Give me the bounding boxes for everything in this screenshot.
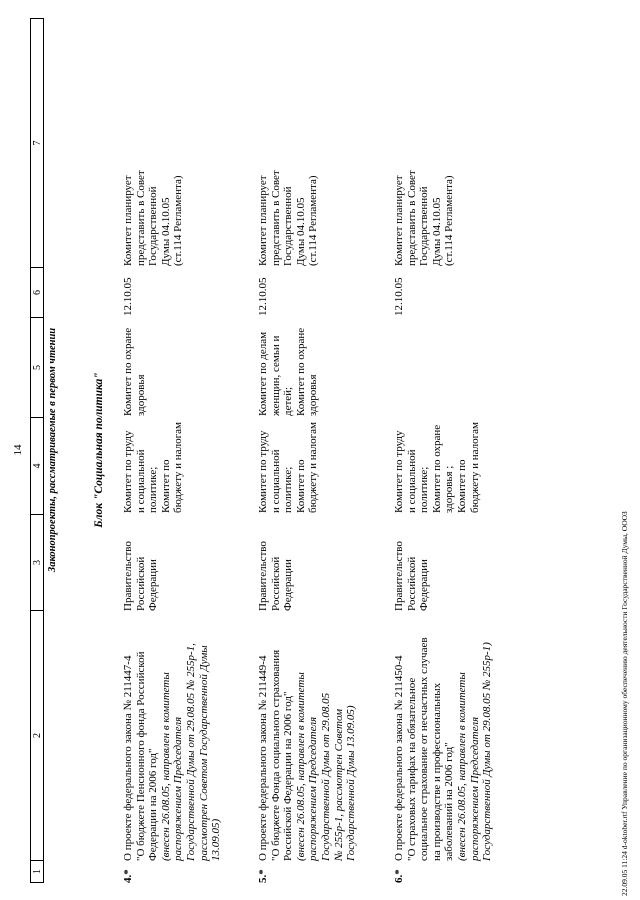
text-line: здоровья ; [443, 465, 456, 513]
consideration-date: 12.10.05 [393, 277, 405, 316]
text-line: женщин, семьи и [269, 335, 282, 416]
row-number: 5.* [257, 869, 269, 883]
text-line: Российской [269, 556, 282, 611]
bill-title [257, 613, 358, 861]
row-number: 6.* [393, 869, 405, 883]
text-line: на производстве и профессиональных [430, 682, 443, 861]
text-line: социальное страхование от несчастных случаев [418, 637, 431, 861]
text-line: распоряжением Председателя [172, 716, 185, 861]
text-line: Федерации [147, 559, 160, 611]
text-line: Комитет по [294, 459, 307, 513]
text-line: бюджету и налогам [172, 422, 185, 513]
column-header-table [30, 18, 44, 883]
plan-note [122, 136, 185, 266]
text-line: и социальной [134, 449, 147, 513]
page-number: 14 [12, 444, 24, 456]
plan-note [393, 136, 456, 266]
text-line: представить в Совет [269, 170, 282, 266]
text-line: Федерации [282, 559, 295, 611]
bill-title [393, 613, 494, 861]
text-line: здоровья [307, 374, 320, 416]
column-number: 5 [31, 318, 44, 418]
text-line: "О бюджете Фонда социального страхования [269, 649, 282, 861]
block-title: Блок "Социальная политика" [93, 372, 105, 528]
text-line: (внесен 26.08.05, направлен в комитеты [159, 672, 172, 861]
text-line: Государственной [147, 186, 160, 266]
text-line: Государственной [418, 186, 431, 266]
text-line: Правительство [393, 541, 405, 611]
initiator [122, 519, 160, 611]
text-line: Комитет планирует [257, 175, 269, 266]
text-line: распоряжением Председателя [307, 716, 320, 861]
text-line: Комитет по труду [393, 430, 405, 513]
initiator [257, 519, 295, 611]
text-line: Государственной Думы от 29.08.05 № 255р-1) [481, 642, 494, 861]
co-committees [122, 320, 147, 416]
column-number: 4 [31, 418, 44, 515]
text-line: Комитет планирует [393, 175, 405, 266]
text-line: здоровья [134, 374, 147, 416]
text-line: представить в Совет [134, 170, 147, 266]
column-number: 1 [31, 861, 44, 883]
text-line: Государственной Думы от 29.08.05 [319, 692, 332, 861]
text-line: Российской [134, 556, 147, 611]
text-line: Государственной [282, 186, 295, 266]
column-number: 3 [31, 515, 44, 611]
column-number: 2 [31, 611, 44, 861]
plan-note [257, 136, 320, 266]
text-line: Комитет по охране [430, 424, 443, 513]
text-line: политике; [282, 466, 295, 513]
text-line: О проекте федерального закона № 211449-4 [257, 655, 269, 861]
text-line: Федерации на 2006 год" [147, 748, 160, 861]
text-line: Государственной Думы от 29.08.05 № 255р-1, [184, 643, 197, 861]
text-line: распоряжением Председателя [468, 716, 481, 861]
text-line: Правительство [257, 541, 269, 611]
text-line: (ст.114 Регламента) [172, 175, 185, 266]
text-line: Думы 04.10.05 [430, 197, 443, 266]
text-line: детей; [282, 386, 295, 416]
text-line: Комитет по охране [294, 327, 307, 416]
consideration-date: 12.10.05 [257, 277, 269, 316]
responsible-committees [122, 421, 185, 513]
text-line: Комитет планирует [122, 175, 134, 266]
text-line: Правительство [122, 541, 134, 611]
row-number: 4.* [122, 869, 134, 883]
text-line: бюджету и налогам [468, 422, 481, 513]
text-line: Комитет по [159, 459, 172, 513]
text-line: Думы 04.10.05 [294, 197, 307, 266]
text-line: (внесен 26.08.05, направлен в комитеты [455, 672, 468, 861]
text-line: рассмотрен Советом Государственной Думы [197, 645, 210, 861]
responsible-committees [257, 421, 320, 513]
text-line: (ст.114 Регламента) [307, 175, 320, 266]
text-line: № 255р-1, рассмотрен Советом [332, 708, 345, 861]
column-number: 7 [31, 19, 44, 268]
text-line: "О страховых тарифах на обязательное [405, 677, 418, 861]
text-line: Федерации [418, 559, 431, 611]
text-line: Комитет по [455, 459, 468, 513]
text-line: О проекте федерального закона № 211447-4 [122, 655, 134, 861]
column-number: 6 [31, 268, 44, 318]
co-committees [257, 320, 320, 416]
text-line: (внесен 26.08.05, направлен в комитеты [294, 672, 307, 861]
text-line: заболеваний на 2006 год" [443, 742, 456, 861]
text-line: политике; [147, 466, 160, 513]
text-line: Думы 04.10.05 [159, 197, 172, 266]
text-line: (ст.114 Регламента) [443, 175, 456, 266]
text-line: О проекте федерального закона № 211450-4 [393, 655, 405, 861]
footer: 22.09.05 11:24 d-oktober.rtf Управление по организационному обеспечению деятельности Государственной Думы, ОООЗ [620, 511, 629, 896]
text-line: Комитет по охране [122, 327, 134, 416]
initiator [393, 519, 431, 611]
text-line: Российской [405, 556, 418, 611]
text-line: политике; [418, 466, 431, 513]
text-line: представить в Совет [405, 170, 418, 266]
text-line: и социальной [269, 449, 282, 513]
text-line: "О бюджете Пенсионного фонда Российской [134, 651, 147, 861]
consideration-date: 12.10.05 [122, 277, 134, 316]
text-line: и социальной [405, 449, 418, 513]
text-line: Комитет по делам [257, 331, 269, 416]
text-line: Государственной Думы 13.09.05) [345, 705, 358, 861]
responsible-committees [393, 421, 481, 513]
section-title: Законопроекты, рассматриваемые в первом чтении [47, 327, 58, 573]
text-line: Комитет по труду [122, 430, 134, 513]
bill-title [122, 613, 223, 861]
text-line: 13.09.05) [210, 818, 223, 861]
column-header-row [31, 19, 44, 883]
text-line: бюджету и налогам [307, 422, 320, 513]
text-line: Комитет по труду [257, 430, 269, 513]
text-line: Российской Федерации на 2006 год" [282, 691, 295, 861]
